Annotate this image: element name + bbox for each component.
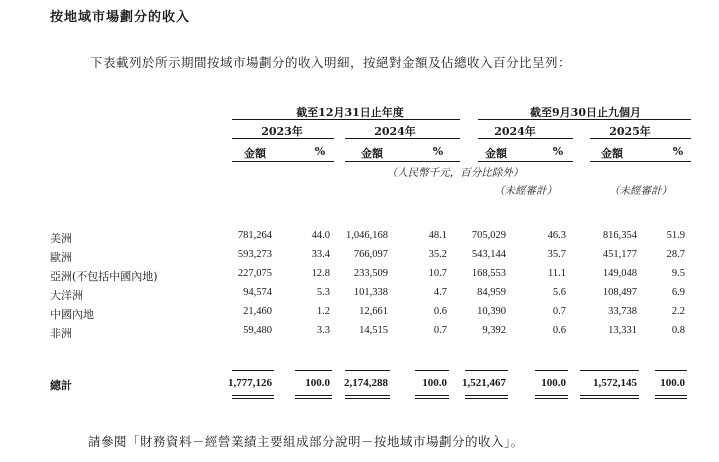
cell-row3-amount-2025-9m: 108,497	[602, 287, 637, 298]
total-double-rule	[655, 395, 687, 399]
cell-row1-pct-2024-9m: 35.7	[547, 249, 566, 260]
col-pct-2023: %	[314, 145, 326, 158]
cell-total-pct-2025-9m: 100.0	[660, 377, 685, 389]
total-top-rule	[295, 370, 332, 371]
group-header-year-end: 截至12月31日止年度	[296, 106, 404, 119]
cell-row3-pct-2025-9m: 6.9	[671, 287, 685, 298]
total-double-rule	[465, 395, 508, 399]
total-top-rule	[232, 370, 274, 371]
colhead-rule	[345, 161, 460, 162]
cell-row2-amount-2024-9m: 168,553	[471, 268, 506, 279]
total-top-rule	[535, 370, 568, 371]
total-double-rule	[580, 395, 639, 399]
cell-row5-pct-2024-9m: 0.6	[552, 325, 566, 336]
year-rule-2025-9m	[590, 138, 691, 139]
cell-total-pct-2024-full: 100.0	[422, 377, 447, 389]
row-label-oceania: 大洋洲	[50, 289, 83, 302]
col-amount-2024-full: 金額	[361, 147, 383, 160]
cell-row4-amount-2024-full: 12,661	[359, 306, 388, 317]
cell-row0-pct-2024-9m: 46.3	[547, 230, 566, 241]
cell-row2-amount-2024-full: 233,509	[353, 268, 388, 279]
cell-row5-amount-2024-full: 14,515	[359, 325, 388, 336]
cell-total-amount-2024-full: 2,174,288	[344, 377, 388, 389]
cell-row0-pct-2025-9m: 51.9	[666, 230, 685, 241]
cell-row0-amount-2024-9m: 705,029	[471, 230, 506, 241]
year-header-2024-9m: 2024年	[494, 125, 536, 138]
total-top-rule	[580, 370, 639, 371]
cell-row2-pct-2024-9m: 11.1	[548, 268, 566, 279]
cell-row1-pct-2025-9m: 28.7	[666, 249, 685, 260]
intro-paragraph: 下表載列於所示期間按域市場劃分的收入明細，按絕對金額及佔總收入百分比呈列：	[90, 55, 572, 70]
col-amount-2025-9m: 金額	[601, 147, 623, 160]
cell-row0-pct-2023: 44.0	[311, 230, 330, 241]
col-amount-2023: 金額	[244, 147, 266, 160]
total-double-rule	[535, 395, 568, 399]
group-header-nine-months: 截至9月30日止九個月	[530, 106, 641, 119]
col-pct-2024-9m: %	[552, 145, 564, 158]
unit-note: （人民幣千元，百分比除外）	[386, 167, 524, 179]
cell-total-pct-2023: 100.0	[305, 377, 330, 389]
cell-row4-pct-2024-full: 0.6	[433, 306, 447, 317]
cell-row5-pct-2024-full: 0.7	[433, 325, 447, 336]
cell-row3-amount-2024-9m: 84,959	[477, 287, 506, 298]
cell-row0-amount-2023: 781,264	[237, 230, 272, 241]
cell-row1-amount-2024-9m: 543,144	[471, 249, 506, 260]
cell-row3-amount-2023: 94,574	[243, 287, 272, 298]
cell-row1-pct-2024-full: 35.2	[428, 249, 447, 260]
cell-row4-amount-2024-9m: 10,390	[477, 306, 506, 317]
total-top-rule	[655, 370, 687, 371]
row-label-asia: 亞洲(不包括中國內地)	[50, 270, 158, 283]
cell-row1-amount-2023: 593,273	[237, 249, 272, 260]
year-rule-2023	[232, 138, 334, 139]
group-rule-nine-months	[478, 119, 691, 120]
col-pct-2025-9m: %	[672, 145, 684, 158]
cell-row5-pct-2023: 3.3	[316, 325, 330, 336]
cell-row4-pct-2025-9m: 2.2	[671, 306, 685, 317]
colhead-rule	[232, 161, 334, 162]
cell-row4-pct-2024-9m: 0.7	[552, 306, 566, 317]
unaudited-note-2025: （未經審計）	[609, 185, 672, 197]
cell-row2-pct-2025-9m: 9.5	[671, 268, 685, 279]
total-top-rule	[465, 370, 508, 371]
cell-row3-amount-2024-full: 101,338	[353, 287, 388, 298]
cell-row3-pct-2024-full: 4.7	[433, 287, 447, 298]
row-label-mainland-china: 中國內地	[50, 308, 94, 321]
cell-row1-pct-2023: 33.4	[311, 249, 330, 260]
cell-row5-amount-2025-9m: 13,331	[608, 325, 637, 336]
cell-row0-amount-2025-9m: 816,354	[602, 230, 637, 241]
footer-reference: 請參閱「財務資料－經營業績主要組成部分說明－按地域市場劃分的收入」。	[88, 434, 524, 449]
cell-total-amount-2025-9m: 1,572,145	[593, 377, 637, 389]
cell-row1-amount-2025-9m: 451,177	[602, 249, 637, 260]
row-label-africa: 非洲	[50, 327, 72, 340]
cell-row0-amount-2024-full: 1,046,168	[346, 230, 388, 241]
year-rule-2024-full	[345, 138, 460, 139]
section-title: 按地域市場劃分的收入	[50, 10, 191, 25]
cell-row2-pct-2023: 12.8	[311, 268, 330, 279]
total-double-rule	[295, 395, 332, 399]
cell-row5-pct-2025-9m: 0.8	[671, 325, 685, 336]
row-label-total: 總計	[50, 379, 72, 392]
cell-row4-amount-2025-9m: 33,738	[608, 306, 637, 317]
cell-row0-pct-2024-full: 48.1	[428, 230, 447, 241]
cell-row3-pct-2024-9m: 5.6	[552, 287, 566, 298]
cell-row2-pct-2024-full: 10.7	[428, 268, 447, 279]
cell-row1-amount-2024-full: 766,097	[353, 249, 388, 260]
cell-row5-amount-2024-9m: 9,392	[482, 325, 506, 336]
cell-row3-pct-2023: 5.3	[316, 287, 330, 298]
group-rule-year-end	[232, 119, 460, 120]
unaudited-note-2024: （未經審計）	[494, 185, 557, 197]
year-header-2024-full: 2024年	[374, 125, 416, 138]
total-top-rule	[415, 370, 449, 371]
total-double-rule	[232, 395, 274, 399]
cell-row2-amount-2025-9m: 149,048	[602, 268, 637, 279]
colhead-rule	[590, 161, 691, 162]
cell-total-amount-2024-9m: 1,521,467	[462, 377, 506, 389]
cell-total-amount-2023: 1,777,126	[228, 377, 272, 389]
year-rule-2024-9m	[478, 138, 573, 139]
cell-total-pct-2024-9m: 100.0	[541, 377, 566, 389]
col-amount-2024-9m: 金額	[485, 147, 507, 160]
total-double-rule	[415, 395, 449, 399]
cell-row4-amount-2023: 21,460	[243, 306, 272, 317]
cell-row5-amount-2023: 59,480	[243, 325, 272, 336]
col-pct-2024-full: %	[432, 145, 444, 158]
row-label-europe: 歐洲	[50, 251, 72, 264]
cell-row4-pct-2023: 1.2	[316, 306, 330, 317]
year-header-2023: 2023年	[261, 125, 303, 138]
total-double-rule	[345, 395, 390, 399]
colhead-rule	[478, 161, 573, 162]
year-header-2025-9m: 2025年	[609, 125, 651, 138]
cell-row2-amount-2023: 227,075	[237, 268, 272, 279]
row-label-americas: 美洲	[50, 232, 72, 245]
total-top-rule	[345, 370, 390, 371]
